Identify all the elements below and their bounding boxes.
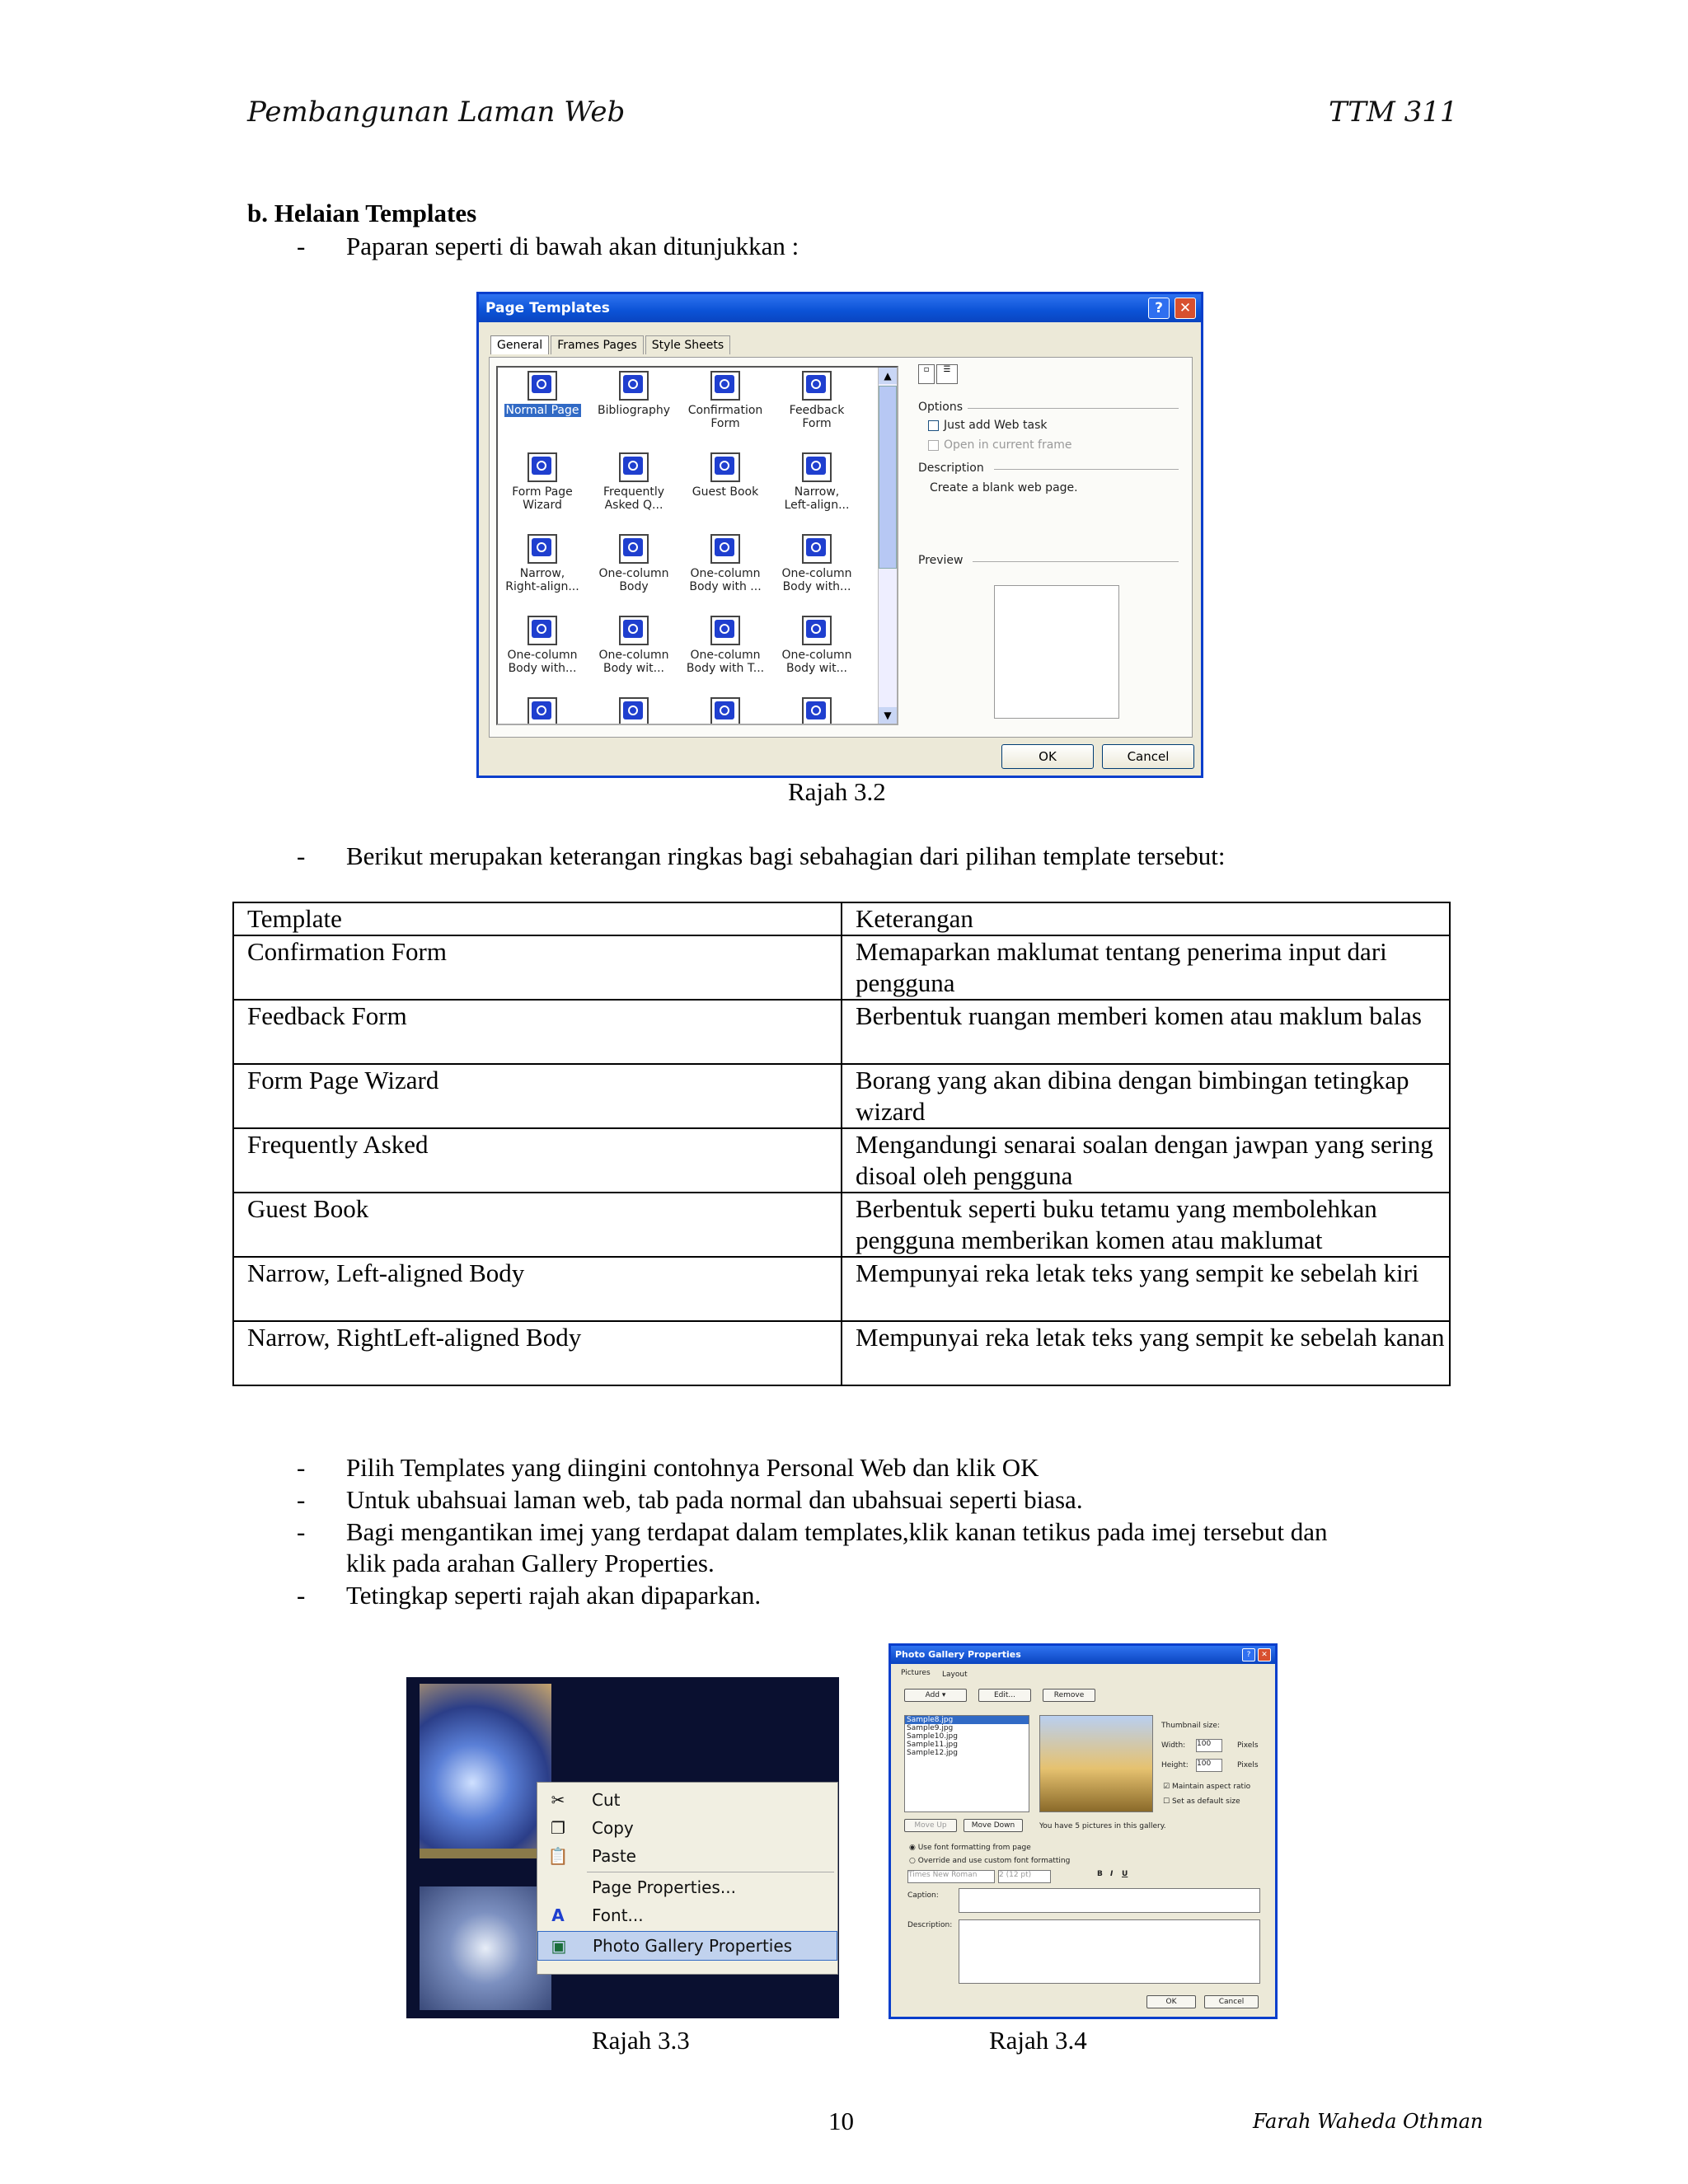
- page-template-icon: [802, 371, 832, 401]
- font-custom-radio[interactable]: [909, 1857, 1070, 1865]
- page-template-icon: [802, 534, 832, 564]
- table-row: [233, 1000, 1450, 1064]
- default-size-label: Set as default size: [1171, 1797, 1240, 1806]
- underline-button[interactable]: U: [1122, 1870, 1128, 1878]
- web-task-checkbox[interactable]: [928, 420, 939, 431]
- aspect-label: Maintain aspect ratio: [1171, 1783, 1251, 1791]
- bullet-dash: -: [297, 232, 306, 260]
- template-label: Body with ...: [689, 580, 762, 593]
- bullet-dash: -: [297, 841, 306, 870]
- close-button[interactable]: ✕: [1175, 298, 1196, 319]
- template-item[interactable]: [501, 452, 584, 512]
- scroll-up-icon[interactable]: ▲: [879, 368, 897, 384]
- tab-pictures[interactable]: Pictures: [901, 1669, 931, 1677]
- table-header-row: [233, 902, 1450, 935]
- template-item[interactable]: [501, 616, 584, 675]
- gallery-title-bar: [891, 1646, 1275, 1664]
- template-item[interactable]: [776, 371, 858, 430]
- template-item[interactable]: [684, 697, 767, 725]
- file-list-item[interactable]: Sample11.jpg: [907, 1741, 958, 1749]
- table-row: [233, 1128, 1450, 1193]
- table-header-cell: Template: [233, 902, 842, 935]
- template-label: Narrow,: [519, 567, 565, 580]
- template-item[interactable]: [501, 697, 584, 725]
- menu-item-label: Page Properties...: [592, 1877, 736, 1897]
- template-item[interactable]: [776, 452, 858, 512]
- description-cell: Borang yang akan dibina dengan bimbingan tetingkap wizard: [842, 1064, 1450, 1128]
- bullet-dash: -: [297, 1453, 306, 1482]
- template-item[interactable]: [501, 534, 584, 593]
- template-label-line: [776, 404, 858, 417]
- template-label: Body wit...: [603, 662, 664, 675]
- clipboard-icon: 📋: [547, 1846, 569, 1866]
- template-item[interactable]: [593, 534, 675, 593]
- options-label: Options: [918, 401, 964, 414]
- height-input[interactable]: 100: [1196, 1759, 1222, 1772]
- dialog-title-bar: [479, 294, 1201, 322]
- template-item[interactable]: [593, 616, 675, 675]
- description-label: Description: [918, 462, 984, 475]
- opt-current-frame: [928, 438, 1072, 452]
- width-input[interactable]: 100: [1196, 1739, 1222, 1752]
- author-name: Farah Waheda Othman: [1253, 2110, 1484, 2133]
- menu-item-cut[interactable]: [537, 1786, 837, 1814]
- context-menu: [537, 1782, 838, 1975]
- template-label: Wizard: [523, 499, 562, 512]
- selected-photo-thumbnail: [1039, 1715, 1153, 1812]
- template-label-line: [593, 404, 675, 417]
- view-list-icon[interactable]: ☰: [936, 364, 958, 384]
- template-label: Narrow,: [794, 485, 840, 499]
- page-template-icon: [528, 452, 557, 482]
- page-template-icon: [710, 452, 740, 482]
- edit-button[interactable]: Edit...: [978, 1689, 1031, 1702]
- remove-button[interactable]: Remove: [1043, 1689, 1095, 1702]
- template-label: Confirmation: [687, 404, 763, 417]
- template-label-line: [593, 567, 675, 580]
- menu-item-label: Font...: [592, 1905, 644, 1925]
- opt-frame-label: Open in current frame: [944, 438, 1072, 452]
- template-label: Body wit...: [786, 662, 847, 675]
- template-label: Form Page: [512, 485, 573, 499]
- font-name-select[interactable]: Times New Roman: [907, 1870, 995, 1883]
- menu-item-label: Copy: [592, 1818, 634, 1838]
- template-label-line: [776, 567, 858, 580]
- template-label: One-column: [507, 649, 578, 662]
- page-templates-dialog: [476, 292, 1203, 778]
- table-row: [233, 1321, 1450, 1385]
- template-label: Right-align...: [505, 580, 579, 593]
- template-name-cell: Narrow, Left-aligned Body: [233, 1257, 842, 1321]
- height-label: Height:: [1161, 1761, 1189, 1769]
- template-label-line: [776, 649, 858, 662]
- description-divider: [994, 469, 1179, 470]
- template-label-line: [501, 567, 584, 580]
- gallery-close-button[interactable]: ✕: [1258, 1648, 1271, 1661]
- font-from-page-radio[interactable]: [909, 1844, 1031, 1852]
- bullet-dash: -: [297, 1485, 306, 1514]
- template-item[interactable]: [684, 452, 767, 499]
- photo-tree-top: [420, 1684, 551, 1849]
- radio-off-icon: ○: [909, 1857, 918, 1865]
- dialog-panel: [489, 357, 1193, 738]
- table-row: [233, 935, 1450, 1000]
- move-up-button[interactable]: Move Up: [904, 1819, 957, 1832]
- scissors-icon: ✂: [551, 1790, 565, 1810]
- template-label: One-column: [781, 649, 852, 662]
- description-text: Create a blank web page.: [930, 481, 1078, 494]
- photo-tree-bottom: [420, 1886, 551, 2010]
- page-template-icon: [710, 616, 740, 645]
- table-row: [233, 1064, 1450, 1128]
- default-check-icon: ☐: [1163, 1797, 1172, 1806]
- description-label: Description:: [907, 1921, 953, 1929]
- template-label: Feedback: [789, 404, 845, 417]
- table-row: [233, 1193, 1450, 1257]
- table-row: [233, 1257, 1450, 1321]
- font-size-select[interactable]: 2 (12 pt): [998, 1870, 1051, 1883]
- bold-button[interactable]: B: [1097, 1870, 1103, 1878]
- tab-style-sheets[interactable]: Style Sheets: [645, 335, 730, 354]
- gallery-title: Photo Gallery Properties: [895, 1649, 1021, 1660]
- caption-input[interactable]: [959, 1888, 1260, 1913]
- header-right: TTM 311: [1329, 96, 1458, 129]
- template-label: Normal Page: [505, 404, 579, 417]
- template-label-line: [776, 485, 858, 499]
- page-template-icon: [619, 371, 649, 401]
- template-name-cell: Narrow, RightLeft-aligned Body: [233, 1321, 842, 1385]
- description-cell: Mempunyai reka letak teks yang sempit ke sebelah kiri: [842, 1257, 1450, 1321]
- page-template-icon: [619, 452, 649, 482]
- copy-icon: ❐: [551, 1818, 565, 1838]
- page-template-icon: [802, 697, 832, 725]
- default-size-checkbox[interactable]: [1163, 1797, 1240, 1806]
- template-table: [232, 902, 1451, 1386]
- template-item[interactable]: [776, 534, 858, 593]
- template-list: [496, 366, 898, 725]
- template-item[interactable]: [501, 371, 584, 417]
- template-label-line: [593, 649, 675, 662]
- cancel-button[interactable]: Cancel: [1102, 744, 1194, 769]
- dialog-tabs: [490, 335, 732, 354]
- bullet-text: Berikut merupakan keterangan ringkas bagi sebahagian dari pilihan template tersebut:: [346, 841, 1226, 870]
- page-number: 10: [828, 2107, 854, 2135]
- gallery-ok-button[interactable]: OK: [1146, 1995, 1196, 2008]
- menu-item-copy[interactable]: [537, 1814, 837, 1842]
- template-name-cell: Form Page Wizard: [233, 1064, 842, 1128]
- template-label-line: [684, 485, 767, 499]
- page-template-icon: [802, 616, 832, 645]
- template-label: Body with...: [508, 662, 577, 675]
- section-title: b. Helaian Templates: [247, 199, 477, 227]
- template-name-cell: Confirmation Form: [233, 935, 842, 1000]
- page-template-icon: [710, 371, 740, 401]
- thumb-size-label: Thumbnail size:: [1161, 1722, 1220, 1730]
- template-name-cell: Frequently Asked: [233, 1128, 842, 1193]
- caption-rajah-3-3: Rajah 3.3: [592, 2026, 690, 2055]
- bullet-dash: -: [297, 1581, 306, 1610]
- template-label: Asked Q...: [604, 499, 663, 512]
- preview-divider: [973, 561, 1179, 562]
- template-item[interactable]: [593, 371, 675, 417]
- template-item[interactable]: [684, 616, 767, 675]
- template-label-line: [501, 485, 584, 499]
- template-item[interactable]: [776, 697, 858, 725]
- aspect-check-icon: ☑: [1163, 1783, 1172, 1791]
- page-template-icon: [619, 697, 649, 725]
- template-label: Body with T...: [686, 662, 765, 675]
- photo-gallery-icon: ▣: [551, 1936, 567, 1956]
- bullet-text: Pilih Templates yang diingini contohnya Personal Web dan klik OK: [346, 1453, 1039, 1482]
- file-list[interactable]: [904, 1715, 1029, 1812]
- font-page-label: Use font formatting from page: [917, 1844, 1031, 1852]
- picture-count-text: You have 5 pictures in this gallery.: [1039, 1822, 1166, 1830]
- bullet-text: Bagi mengantikan imej yang terdapat dalam templates,klik kanan tetikus pada imej tersebut dan: [346, 1517, 1328, 1546]
- page-template-icon: [619, 534, 649, 564]
- template-label: Form: [802, 417, 832, 430]
- menu-item-paste[interactable]: [537, 1842, 837, 1870]
- menu-item-page-properties[interactable]: [537, 1873, 837, 1901]
- description-cell: Mengandungi senarai soalan dengan jawpan yang sering disoal oleh pengguna: [842, 1128, 1450, 1193]
- caption-label: Caption:: [907, 1891, 939, 1900]
- template-label: One-column: [781, 567, 852, 580]
- template-label: One-column: [690, 649, 761, 662]
- radio-on-icon: ◉: [909, 1844, 918, 1852]
- caption-rajah-3-4: Rajah 3.4: [989, 2026, 1087, 2055]
- template-label-line: [501, 649, 584, 662]
- template-name-cell: Guest Book: [233, 1193, 842, 1257]
- menu-item-label: Cut: [592, 1790, 621, 1810]
- add-button[interactable]: Add ▾: [904, 1689, 967, 1702]
- file-list-item[interactable]: Sample8.jpg: [905, 1716, 1029, 1724]
- scroll-thumb[interactable]: [879, 386, 897, 569]
- template-label: One-column: [598, 649, 669, 662]
- bullet-text: Paparan seperti di bawah akan ditunjukkan :: [346, 232, 799, 260]
- options-divider: [968, 408, 1179, 409]
- preview-box: [994, 585, 1119, 719]
- height-pixels-label: Pixels: [1237, 1761, 1259, 1769]
- template-label-line: [501, 404, 584, 417]
- template-label: Frequently: [603, 485, 664, 499]
- gallery-help-button[interactable]: ?: [1242, 1648, 1255, 1661]
- opt-web-task-label: Just add Web task: [944, 419, 1048, 432]
- template-item[interactable]: [593, 697, 675, 725]
- menu-item-photo-gallery-properties[interactable]: [537, 1931, 837, 1961]
- template-label-line: [684, 404, 767, 417]
- file-list-item[interactable]: Sample10.jpg: [907, 1732, 958, 1741]
- template-label-line: [593, 485, 675, 499]
- help-button[interactable]: ?: [1148, 298, 1170, 319]
- template-label: One-column: [690, 567, 761, 580]
- template-label: One-column: [598, 567, 669, 580]
- page-template-icon: [528, 371, 557, 401]
- menu-item-font[interactable]: [537, 1901, 837, 1929]
- description-cell: Berbentuk ruangan memberi komen atau maklum balas: [842, 1000, 1450, 1064]
- template-item[interactable]: [684, 534, 767, 593]
- page-template-icon: [710, 534, 740, 564]
- header-left: Pembangunan Laman Web: [247, 96, 626, 129]
- page-template-icon: [619, 616, 649, 645]
- width-pixels-label: Pixels: [1237, 1741, 1259, 1750]
- opt-web-task[interactable]: [928, 419, 1047, 432]
- ok-button[interactable]: OK: [1001, 744, 1094, 769]
- template-label: Guest Book: [692, 485, 759, 499]
- bullet-text: Tetingkap seperti rajah akan dipaparkan.: [346, 1581, 762, 1610]
- menu-item-label: Photo Gallery Properties: [593, 1936, 793, 1956]
- template-item[interactable]: [684, 371, 767, 430]
- description-cell: Memaparkan maklumat tentang penerima input dari pengguna: [842, 935, 1450, 1000]
- template-label: Form: [710, 417, 740, 430]
- photo-gallery-dialog: [889, 1643, 1278, 2019]
- description-input[interactable]: [959, 1919, 1260, 1984]
- preview-label: Preview: [918, 554, 964, 567]
- template-label-line: [684, 567, 767, 580]
- template-label: Bibliography: [598, 404, 670, 417]
- description-cell: Berbentuk seperti buku tetamu yang membolehkan pengguna memberikan komen atau maklumat: [842, 1193, 1450, 1257]
- bullet-text: Untuk ubahsuai laman web, tab pada normal dan ubahsuai seperti biasa.: [346, 1485, 1083, 1514]
- tab-frames-pages[interactable]: Frames Pages: [551, 335, 644, 354]
- page-template-icon: [528, 534, 557, 564]
- template-label: Body with...: [782, 580, 851, 593]
- menu-item-label: Paste: [592, 1846, 636, 1866]
- current-frame-checkbox: [928, 440, 939, 451]
- page-template-icon: [802, 452, 832, 482]
- template-item[interactable]: [593, 452, 675, 512]
- gallery-cancel-button[interactable]: Cancel: [1204, 1995, 1259, 2008]
- move-down-button[interactable]: Move Down: [964, 1819, 1023, 1832]
- template-item[interactable]: [776, 616, 858, 675]
- file-list-item[interactable]: Sample12.jpg: [907, 1749, 958, 1757]
- caption-rajah-3-2: Rajah 3.2: [788, 777, 886, 806]
- template-label: Body: [619, 580, 649, 593]
- page-template-icon: [710, 697, 740, 725]
- maintain-aspect-checkbox[interactable]: [1163, 1783, 1250, 1791]
- page-template-icon: [528, 616, 557, 645]
- width-label: Width:: [1161, 1741, 1186, 1750]
- file-list-item[interactable]: Sample9.jpg: [907, 1724, 954, 1732]
- template-list-scrollbar[interactable]: [878, 368, 897, 724]
- table-header-cell: Keterangan: [842, 902, 1450, 935]
- font-icon: A: [551, 1905, 565, 1925]
- description-cell: Mempunyai reka letak teks yang sempit ke sebelah kanan: [842, 1321, 1450, 1385]
- font-custom-label: Override and use custom font formatting: [917, 1857, 1071, 1865]
- tab-general[interactable]: General: [490, 335, 549, 354]
- page-template-icon: [528, 697, 557, 725]
- view-large-icons-icon[interactable]: ▫: [918, 364, 935, 384]
- bullet-text: klik pada arahan Gallery Properties.: [346, 1549, 715, 1577]
- bullet-dash: -: [297, 1517, 306, 1546]
- template-label-line: [684, 649, 767, 662]
- scroll-down-icon[interactable]: ▼: [879, 707, 897, 724]
- template-name-cell: Feedback Form: [233, 1000, 842, 1064]
- tab-layout[interactable]: Layout: [942, 1671, 968, 1679]
- italic-button[interactable]: I: [1110, 1870, 1114, 1878]
- dialog-title: Page Templates: [485, 300, 610, 316]
- template-label: Left-align...: [784, 499, 850, 512]
